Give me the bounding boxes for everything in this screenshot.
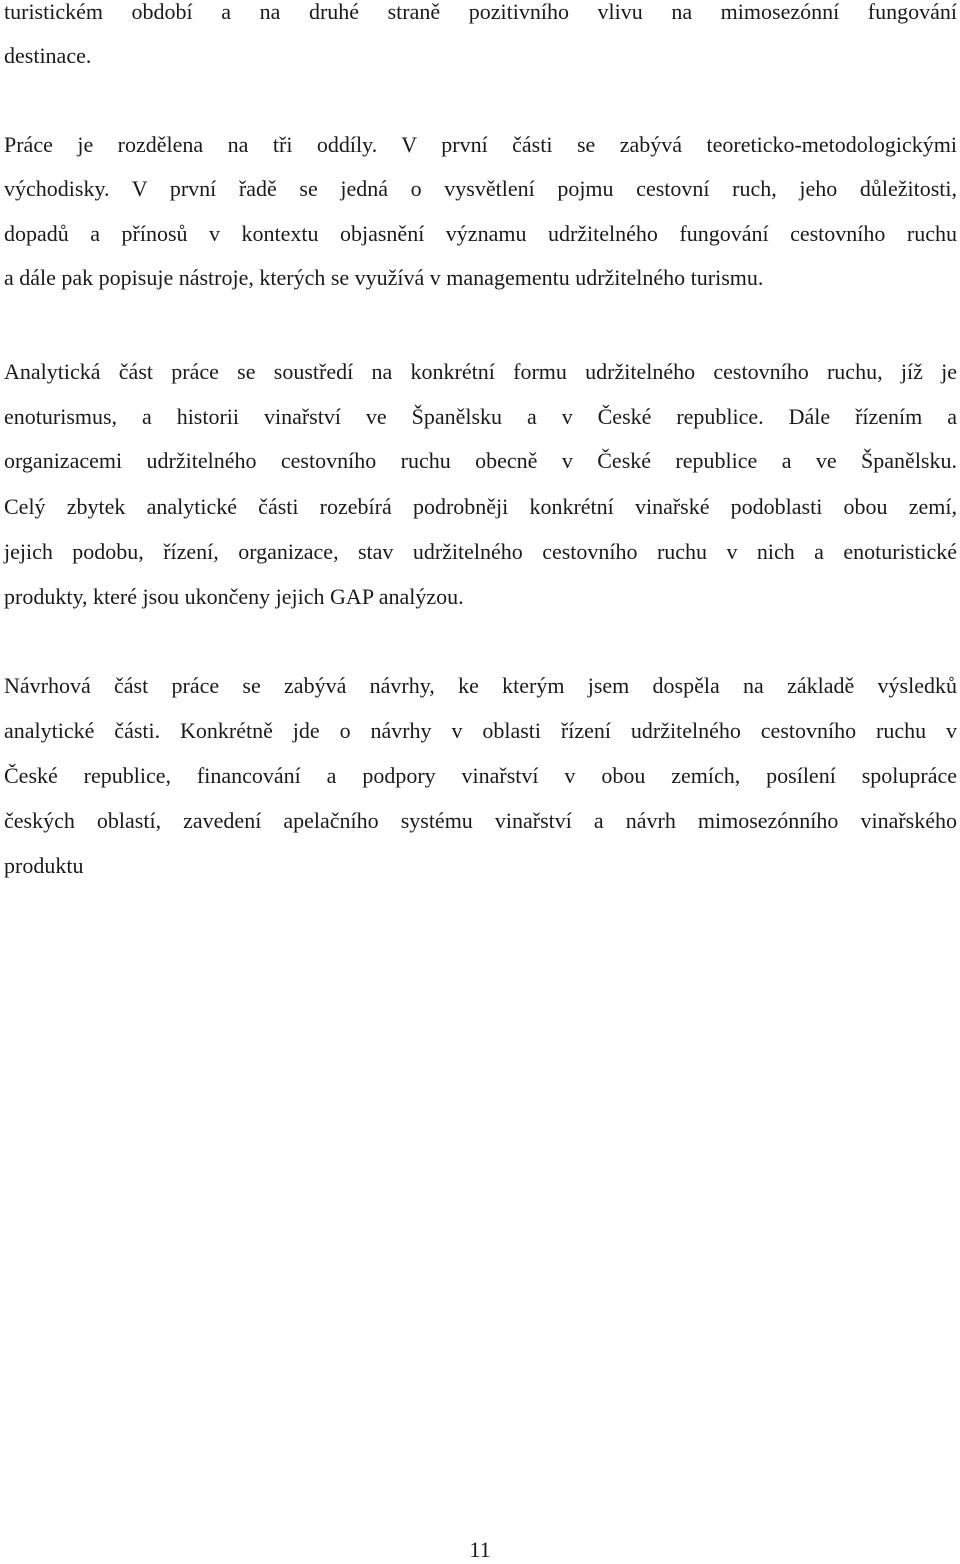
text-line: České republice, financování a podpory vinařství v obou zemích, posílení spolupráce	[4, 763, 957, 788]
text-line: Návrhová část práce se zabývá návrhy, ke kterým jsem dospěla na základě výsledků	[4, 673, 957, 698]
text-line: turistickém období a na druhé straně pozitivního vlivu na mimosezónní fungování	[4, 0, 957, 24]
text-line: Celý zbytek analytické části rozebírá podrobněji konkrétní vinařské podoblasti obou zemí,	[4, 494, 957, 519]
text-line: Práce je rozdělena na tři oddíly. V první části se zabývá teoreticko-metodologickými	[4, 132, 957, 157]
text-line: Analytická část práce se soustředí na konkrétní formu udržitelného cestovního ruchu, jíž je	[4, 359, 957, 384]
text-line: enoturismus, a historii vinařství ve Španělsku a v České republice. Dále řízením a	[4, 404, 957, 429]
text-line: organizacemi udržitelného cestovního ruchu obecně v České republice a ve Španělsku.	[4, 448, 957, 473]
page-number: 11	[469, 1537, 491, 1562]
text-line: východisky. V první řadě se jedná o vysvětlení pojmu cestovní ruch, jeho důležitosti,	[4, 176, 957, 201]
text-line: destinace.	[4, 43, 92, 68]
text-line: českých oblastí, zavedení apelačního systému vinařství a návrh mimosezónního vinařského	[4, 808, 957, 833]
text-line: dopadů a přínosů v kontextu objasnění významu udržitelného fungování cestovního ruchu	[4, 221, 957, 246]
text-line: produktu	[4, 853, 84, 878]
text-line: analytické části. Konkrétně jde o návrhy v oblasti řízení udržitelného cestovního ruchu v	[4, 718, 957, 743]
text-line: a dále pak popisuje nástroje, kterých se využívá v managementu udržitelného turismu.	[4, 265, 764, 290]
text-line: jejich podobu, řízení, organizace, stav udržitelného cestovního ruchu v nich a enoturistické	[4, 539, 957, 564]
text-line: produkty, které jsou ukončeny jejich GAP analýzou.	[4, 584, 464, 609]
